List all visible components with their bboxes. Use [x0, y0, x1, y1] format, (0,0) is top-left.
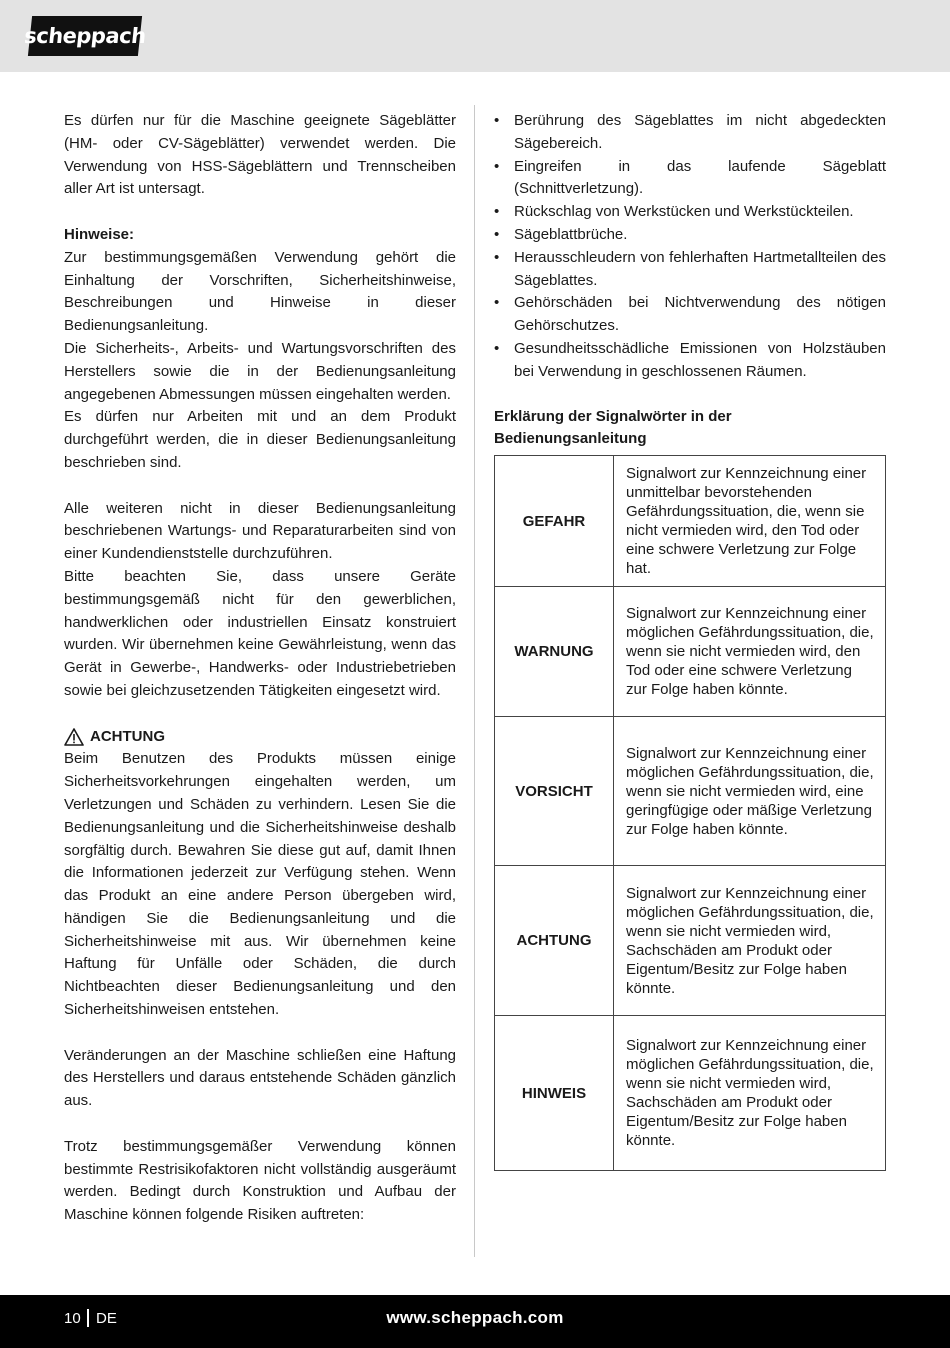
table-row [495, 587, 886, 717]
signal-description: Signalwort zur Kennzeichnung einer möglichen Gefährdungssituation, die, wenn sie nicht vermieden wird, Sachschäden am Produkt oder Eigentum/Besitz zur Folge haben könnte. [614, 866, 886, 1016]
paragraph-modifications: Veränderungen an der Maschine schließen eine Haftung des Herstellers und daraus entstehende Schäden gänzlich aus. [64, 1046, 456, 1110]
left-column [64, 110, 456, 1227]
signal-word: WARNUNG [495, 587, 614, 717]
brand-logo: scheppach [28, 16, 142, 56]
paragraph-permitted-work: Es dürfen nur Arbeiten mit und an dem Produkt durchgeführt werden, die in dieser Bedienungsanleitung beschrieben sind. [64, 408, 456, 471]
list-item: • Herausschleudern von fehlerhaften Hartmetallteilen des Sägeblattes. [494, 247, 886, 293]
paragraph-intended-use: Zur bestimmungsgemäßen Verwendung gehört die Einhaltung der Vorschriften, Sicherheitshinweise, Beschreibungen und Hinweise in dieser Bedienungsanleitung. [64, 248, 456, 335]
signal-description: Signalwort zur Kennzeichnung einer unmittelbar bevorstehenden Gefährdungssituation, die, wenn sie nicht vermieden wird, den Tod oder eine schwere Verletzung zur Folge hat. [614, 456, 886, 587]
signal-words-heading: Erklärung der Signalwörter in der Bedienungsanleitung [494, 407, 732, 448]
paragraph-service: Alle weiteren nicht in dieser Bedienungsanleitung beschriebenen Wartungs- und Reparaturarbeiten sind von einer Kundendienststelle durchzuführen. [64, 499, 456, 563]
attention-heading [64, 726, 456, 749]
paragraph-safety-precautions: Beim Benutzen des Produkts müssen einige Sicherheitsvorkehrungen eingehalten werden, um Verletzungen und Schäden zu verhindern. Lesen Sie die Bedienungsanleitung und die Sicherheitshinweise deshalb sorgfältig durch. Bewahren Sie diese gut auf, damit Ihnen die Informationen jederzeit zur Verfügung stehen. Wenn das Produkt an eine andere Person übergeben wird, händigen Sie die Bedienungsanleitung und die Sicherheitshinweise mit aus. Wir übernehmen keine Haftung für Unfälle oder Schäden, die durch Nichtbeachten dieser Bedienungsanleitung und den Sicherheitshinweisen entstehen. [64, 750, 456, 1019]
right-column [494, 110, 886, 1171]
table-row [495, 1016, 886, 1171]
signal-description: Signalwort zur Kennzeichnung einer möglichen Gefährdungssituation, die, wenn sie nicht vermieden wird, Sachschäden am Produkt oder Eigentum/Besitz zur Folge haben könnte. [614, 1016, 886, 1171]
page-number: 10 [64, 1310, 81, 1327]
list-item: • Rückschlag von Werkstücken und Werkstückteilen. [494, 201, 886, 224]
page-header [0, 0, 950, 72]
list-item: • Berührung des Sägeblattes im nicht abgedeckten Sägebereich. [494, 110, 886, 156]
page-footer [0, 1295, 950, 1348]
signal-word: VORSICHT [495, 717, 614, 866]
list-item: • Gehörschäden bei Nichtverwendung des nötigen Gehörschutzes. [494, 292, 886, 338]
table-row [495, 866, 886, 1016]
column-divider [474, 105, 475, 1257]
notes-heading: Hinweise: [64, 225, 135, 243]
language-code: DE [96, 1310, 117, 1327]
paragraph-manufacturer-rules: Die Sicherheits-, Arbeits- und Wartungsvorschriften des Herstellers sowie die in der Bedienungsanleitung angegebenen Abmessungen müssen eingehalten werden. [64, 339, 456, 403]
table-row [495, 456, 886, 587]
signal-word: GEFAHR [495, 456, 614, 587]
table-row [495, 717, 886, 866]
signal-description: Signalwort zur Kennzeichnung einer möglichen Gefährdungssituation, die, wenn sie nicht vermieden wird, eine geringfügige oder mäßige Verletzung zur Folge haben könnte. [614, 717, 886, 866]
risk-list [494, 110, 886, 384]
list-item: • Sägeblattbrüche. [494, 224, 886, 247]
website-url: www.scheppach.com [386, 1308, 564, 1327]
list-item: • Gesundheitsschädliche Emissionen von Holzstäuben bei Verwendung in geschlossenen Räumen. [494, 338, 886, 384]
attention-heading-text: ACHTUNG [90, 727, 165, 745]
signal-word: HINWEIS [495, 1016, 614, 1171]
signal-word: ACHTUNG [495, 866, 614, 1016]
signal-description: Signalwort zur Kennzeichnung einer möglichen Gefährdungssituation, die, wenn sie nicht vermieden wird, den Tod oder eine schwere Verletzung zur Folge haben könnte. [614, 587, 886, 717]
paragraph-residual-risks: Trotz bestimmungsgemäßer Verwendung können bestimmte Restrisikofaktoren nicht vollständig ausgeräumt werden. Bedingt durch Konstruktion und Aufbau der Maschine können folgende Risiken auftreten: [64, 1137, 456, 1224]
warning-triangle-icon [64, 728, 84, 746]
paragraph-no-commercial-use: Bitte beachten Sie, dass unsere Geräte bestimmungsgemäß nicht für den gewerblichen, handwerklichen oder industriellen Einsatz konstruiert wurden. Wir übernehmen keine Gewährleistung, wenn das Gerät in Gewerbe-, Handwerks- oder Industriebetrieben sowie bei gleichzusetzenden Tätigkeiten eingesetzt wird. [64, 567, 456, 699]
signal-words-table [494, 455, 886, 1171]
paragraph-saw-blades: Es dürfen nur für die Maschine geeignete Sägeblätter (HM- oder CV-Sägeblätter) verwendet werden. Die Verwendung von HSS-Sägeblättern und Trennscheiben aller Art ist untersagt. [64, 112, 456, 198]
list-item: • Eingreifen in das laufende Sägeblatt (Schnittverletzung). [494, 156, 886, 202]
